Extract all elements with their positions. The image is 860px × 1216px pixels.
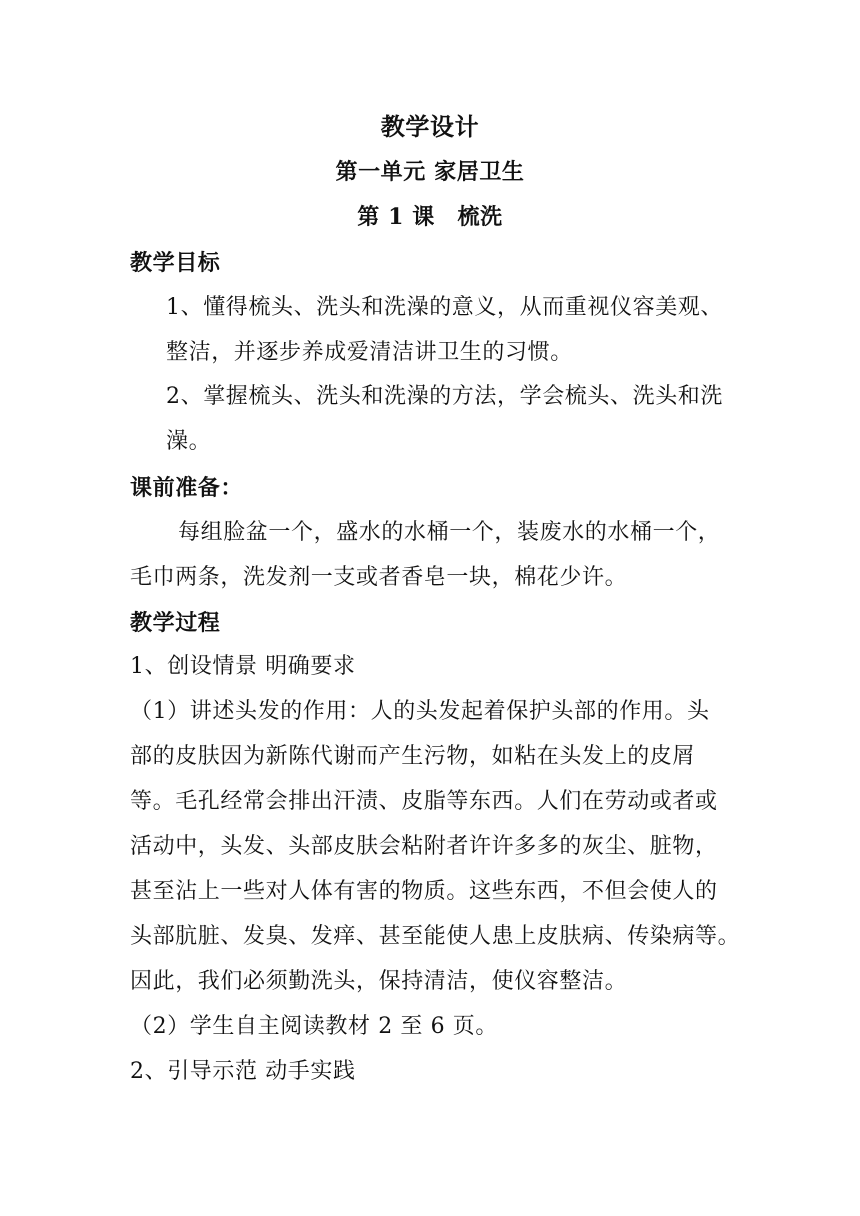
process-line: 等。毛孔经常会排出汗渍、皮脂等东西。人们在劳动或者或	[130, 789, 718, 814]
lesson-title: 第 1 课 梳洗	[357, 204, 503, 230]
process-line: 甚至沾上一些对人体有害的物质。这些东西，不但会使人的	[130, 879, 718, 904]
process-line: 因此，我们必须勤洗头，保持清洁，使仪容整洁。	[130, 969, 628, 994]
prep-line: 每组脸盆一个，盛水的水桶一个，装废水的水桶一个，	[178, 520, 721, 545]
objective-line: 整洁，并逐步养成爱清洁讲卫生的习惯。	[166, 340, 573, 365]
process-line: 头部肮脏、发臭、发痒、甚至能使人患上皮肤病、传染病等。	[130, 924, 741, 949]
objectives-heading: 教学目标	[130, 250, 221, 276]
process-line: 部的皮肤因为新陈代谢而产生污物，如粘在头发上的皮屑	[130, 744, 696, 769]
process-heading: 教学过程	[130, 610, 221, 636]
document-title: 教学设计	[380, 112, 480, 141]
objective-line: 2、掌握梳头、洗头和洗澡的方法，学会梳头、洗头和洗	[166, 384, 723, 409]
process-line: （2）学生自主阅读教材 2 至 6 页。	[130, 1014, 498, 1039]
unit-title: 第一单元 家居卫生	[335, 159, 525, 185]
process-line: （1）讲述头发的作用：人的头发起着保护头部的作用。头	[130, 699, 710, 724]
process-line: 活动中，头发、头部皮肤会粘附者许许多多的灰尘、脏物，	[130, 834, 718, 859]
prep-heading: 课前准备：	[130, 475, 244, 501]
prep-line: 毛巾两条，洗发剂一支或者香皂一块，棉花少许。	[130, 565, 628, 590]
objective-line: 澡。	[166, 429, 212, 454]
process-step-heading: 2、引导示范 动手实践	[130, 1059, 356, 1084]
objective-line: 1、懂得梳头、洗头和洗澡的意义，从而重视仪容美观、	[166, 295, 723, 320]
process-step-heading: 1、创设情景 明确要求	[130, 654, 356, 679]
